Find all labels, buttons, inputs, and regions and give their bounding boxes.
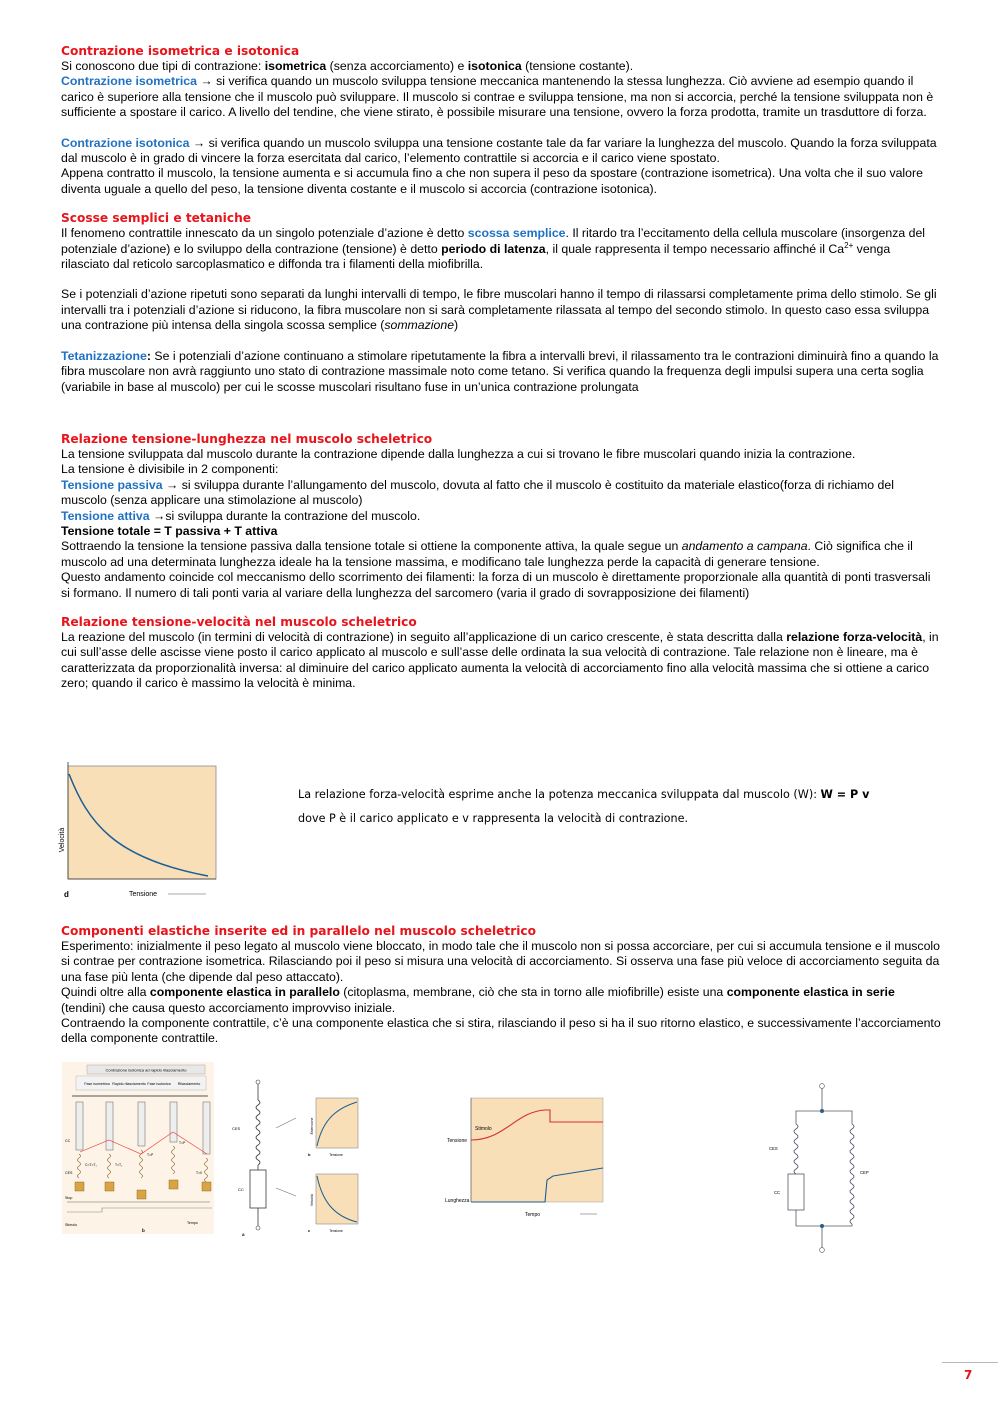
text-run: (tendini) che causa questo accorciamento improvviso iniziale. [61, 1000, 396, 1015]
cc-box [788, 1174, 804, 1210]
arrow-1 [276, 1118, 296, 1128]
paragraph-twitch [61, 226, 941, 272]
paragraph-isometric [61, 74, 941, 120]
section-title-elastic: Componenti elastiche inserite ed in parallelo nel muscolo scheletrico [61, 924, 536, 938]
text-run: (citoplasma, membrane, ciò che sta in torno alle miofibrille) esiste una [339, 985, 727, 1000]
paragraph-series-parallel [61, 985, 941, 1016]
term-contrazione-isotonica: Contrazione isotonica [61, 135, 190, 150]
term-relazione-forza-velocita: relazione forza-velocità [786, 629, 923, 644]
text-run: Se i potenziali d’azione ripetuti sono separati da lunghi intervalli di tempo, le fibre muscolari hanno il tempo di rilassarsi completamente prima dello stimolo. Se gli intervalli tra i potenziali d’azione si riducono, la fibra muscolare non si sarà completamente rilassata al tempo del secondo stimolo. In questo caso essa sviluppa una contrazione più intensa della singola scossa semplice ( [61, 287, 937, 333]
plot-velocity [316, 1174, 358, 1224]
term-isotonica: isotonica [467, 59, 522, 73]
label-cc: CC [65, 1139, 71, 1143]
xlabel-velocity: Tensione [329, 1229, 343, 1233]
figure-title: Contrazione isotonica ad rapido rilasciamento [105, 1067, 187, 1073]
label-tempo: Tempo [525, 1212, 541, 1218]
weight-2 [105, 1182, 114, 1191]
parallel-element-figure [760, 1080, 880, 1264]
paragraph-bell-curve [61, 539, 941, 570]
paragraph-active [61, 509, 941, 524]
term-sommazione: sommazione [384, 318, 455, 333]
term-tensione-passiva: Tensione passiva [61, 477, 163, 492]
document-page [61, 43, 941, 692]
bottom-branch [796, 1224, 852, 1226]
text-run: , il quale rappresenta il tempo necessario affinché il Ca [545, 241, 845, 256]
label-stimolo: Stimolo [65, 1223, 77, 1227]
top-node [256, 1080, 260, 1084]
top-node [820, 1084, 825, 1089]
cc-5 [203, 1102, 210, 1154]
term-andamento-campana: andamento a campana [681, 539, 808, 554]
text-run: . Ciò significa che il muscolo ad una determinata lunghezza ideale ha la tensione massima, e modificano tale lunghezza perde la capacità di generare tensione. [61, 539, 913, 569]
tension-label-4: T=P [179, 1141, 186, 1145]
term-tensione-attiva: Tensione attiva [61, 508, 150, 523]
label-tempo: Tempo [187, 1221, 198, 1225]
text-run: Si conoscono due tipi di contrazione: [61, 59, 265, 73]
footer-rule [942, 1362, 998, 1363]
paragraph-summation [61, 287, 941, 333]
force-velocity-figure [58, 760, 220, 902]
phase-label-1: Fase isometrica [84, 1082, 110, 1086]
panel-letter-a: a [242, 1232, 245, 1237]
cc-1 [76, 1102, 83, 1150]
label-cep: CEP [860, 1170, 869, 1175]
cc-2 [106, 1102, 113, 1150]
xlabel-extension: Tensione [329, 1153, 343, 1157]
text-run: . Il ritardo tra l’eccitamento della cellula muscolare (insorgenza del potenziale d’azione) e lo sviluppo della contrazione (tensione) è detto [61, 226, 926, 256]
weight-4 [169, 1180, 178, 1189]
ylabel-extension: Estensione [310, 1117, 314, 1135]
text-run: La reazione del muscolo (in termini di velocità di contrazione) in seguito all’applicazione di un carico crescente, è stata descritta dalla [61, 629, 787, 644]
note-line-1 [298, 783, 918, 807]
paragraph-tl-2: La tensione è divisibile in 2 componenti: [61, 462, 279, 477]
section-title-tension-velocity: Relazione tensione-velocità nel muscolo scheletrico [61, 614, 417, 629]
cc-box [250, 1170, 266, 1208]
text-run: , in cui sull’asse delle ascisse viene posto il carico applicato al muscolo e sull’asse delle ordinata la sua velocità di contrazione. Tale relazione non è lineare, ma è caratterizzata da proporzionalità inversa: al diminuire del carico applicato aumenta la velocità di accorciamento fino alla velocità massima che si ottiene a carico zero; quando il carico è massimo la velocità è minima. [61, 629, 939, 691]
term-scossa-semplice: scossa semplice [467, 226, 566, 241]
superscript-charge: 2+ [844, 240, 854, 250]
text-run: Il fenomeno contrattile innescato da un singolo potenziale d’azione è detto [61, 226, 468, 241]
bottom-node [256, 1226, 260, 1230]
label-cc: CC [774, 1190, 781, 1195]
top-branch [796, 1111, 852, 1124]
label-ces: CES [65, 1171, 73, 1175]
paragraph-force-velocity [61, 630, 941, 692]
text-run: : [146, 348, 151, 363]
tension-label-5: T=0 [196, 1171, 202, 1175]
plot-area [68, 766, 216, 879]
text-run: (senza accorciamento) e [326, 59, 468, 73]
label-cc: CC [238, 1187, 244, 1192]
term-parallel: componente elastica in parallelo [149, 985, 340, 1000]
term-periodo-latenza: periodo di latenza [441, 241, 546, 256]
paragraph-passive [61, 478, 941, 509]
text-run: Se i potenziali d’azione continuano a stimolare ripetutamente la fibra a intervalli brevi, il rilassamento tra le contrazioni diminuirà fino a quando la fibra muscolare non avrà raggiunto uno stato di contrazione massimale noto come tetano. Si verifica quando la frequenza degli impulsi supera una certa soglia (variabile in base al muscolo) per cui le scosse muscolari risultano fuse in un’unica contrazione prolungata [61, 348, 939, 394]
paragraph-experiment: Esperimento: inizialmente il peso legato al muscolo viene bloccato, in modo tale che il muscolo non si possa accorciare, per cui si accumula tensione e il muscolo si contrae per contrazione isometrica. Rilasciando poi il peso si misura una velocità di accorciamento. Si osserva una fase più veloce di accorciamento seguita da una fase più lenta (che dipende dal peso attaccato). [61, 939, 940, 984]
tension-label-3: T=P [147, 1153, 154, 1157]
section-title-twitches: Scosse semplici e tetaniche [61, 211, 252, 226]
text-run: →si sviluppa durante la contrazione del muscolo. [149, 508, 421, 523]
force-velocity-note [298, 783, 918, 831]
phase-label-2: Rapido rilasciamento [112, 1082, 146, 1086]
text-run: ) [454, 318, 459, 333]
section-title-tension-length: Relazione tensione-lunghezza nel muscolo scheletrico [61, 431, 433, 446]
paragraph-tl-1: La tensione sviluppata dal muscolo durante la contrazione dipende dalla lunghezza a cui si trovano le fibre muscolari quando inizia la contrazione. [61, 446, 856, 461]
paragraph-contraction: Contraendo la componente contrattile, c’è una componente elastica che si stira, rilasciando il peso si ha il suo ritorno elastico, e successivamente l’accorciamento della componente contrattile. [61, 1016, 941, 1046]
term-contrazione-isometrica: Contrazione isometrica [61, 74, 197, 89]
term-series: componente elastica in serie [726, 985, 895, 1000]
label-lunghezza: Lunghezza [445, 1198, 470, 1204]
cc-3 [138, 1102, 145, 1146]
phase-label-3: Fase isotonica [147, 1082, 171, 1086]
paragraph-isotonic-2: Appena contratto il muscolo, la tensione aumenta e si accumula fino a che non supera il peso da spostare (contrazione isometrica). Una volta che il suo valore diventa uguale a quello del peso, la tensione diventa costante e il muscolo si accorcia (contrazione isotonica). [61, 166, 923, 196]
label-ces: CES [232, 1126, 241, 1131]
quick-release-figure [62, 1062, 214, 1234]
section-title-isometric-isotonic: Contrazione isometrica e isotonica [61, 44, 300, 58]
tension-label-1: C=T=T₁ [85, 1163, 97, 1167]
label-tensione: Tensione [447, 1138, 468, 1144]
text-run: La relazione forza-velocità esprime anche la potenza meccanica sviluppata dal muscolo (W): [298, 788, 821, 801]
term-isometrica: isometrica [264, 59, 327, 73]
cep-spring [850, 1124, 854, 1224]
bottom-node [820, 1248, 825, 1253]
x-axis-label: Tensione [128, 891, 158, 898]
formula-power: W = P v [820, 788, 870, 801]
panel-letter: d [64, 890, 69, 899]
page-number: 7 [964, 1368, 973, 1382]
tension-length-time-figure [445, 1092, 605, 1222]
series-element-figure [228, 1078, 360, 1240]
weight-5 [202, 1182, 211, 1191]
paragraph-sliding-filaments: Questo andamento coincide col meccanismo dello scorrimento dei filamenti: la forza di un muscolo è direttamente proporzionale alla quantità di ponti trasversali si formano. Il numero di tali ponti varia al variare della lunghezza del sarcomero (varia il grado di sovrapposizione dei filamenti) [61, 570, 931, 600]
arrow-2 [276, 1188, 296, 1196]
section-elastic-components [61, 923, 941, 1047]
cc-4 [170, 1102, 177, 1142]
label-stop: Stop [65, 1196, 73, 1200]
ylabel-velocity: Velocità [310, 1194, 314, 1206]
text-run: Sottraendo la tensione la tensione passiva dalla tensione totale si ottiene la componente attiva, la quale segue un [61, 539, 682, 554]
paragraph-intro [61, 59, 941, 74]
weight-1 [75, 1182, 84, 1191]
panel-letter-b: b [308, 1152, 311, 1157]
label-ces: CES [769, 1146, 778, 1151]
tension-label-2: T=T₁ [115, 1163, 123, 1167]
term-tetanizzazione: Tetanizzazione [61, 348, 147, 363]
text-run: Quindi oltre alla [61, 985, 150, 1000]
text-run: → si verifica quando un muscolo sviluppa una tensione costante tale da far variare la lunghezza del muscolo. Quando la forza sviluppata dal muscolo è in grado di vincere la forza esercitata dal carico, l’elemento contrattile si accorcia e il carico viene spostato. [61, 135, 937, 166]
text-run: (tensione costante). [521, 59, 634, 73]
paragraph-isotonic [61, 136, 941, 167]
ces-spring [256, 1100, 260, 1165]
plot-extension [316, 1098, 358, 1148]
note-line-2: dove P è il carico applicato e v rappresenta la velocità di contrazione. [298, 812, 689, 825]
text-run: → si verifica quando un muscolo sviluppa tensione meccanica mantenendo la stessa lunghezza. Ciò avviene ad esempio quando il carico è superiore alla tensione che il muscolo può sviluppare. Il muscolo si contrae e sviluppa tensione, ma non si accorcia, perché la tensione sviluppata non è sufficiente a spostare il carico. A livello del tendine, che viene stirato, è possibile misurare una tensione, ovvero la forza prodotta, tramite un trasduttore di forza. [61, 74, 934, 120]
phase-label-4: Rilasciamento [177, 1082, 201, 1086]
paragraph-tetanus [61, 349, 941, 395]
text-run: → si sviluppa durante l’allungamento del muscolo, dovuta al fatto che il muscolo è costituito da materiale elastico(forza di richiamo del muscolo (senza applicare una stimolazione al muscolo) [61, 477, 894, 508]
panel-letter-b: b [142, 1228, 145, 1233]
weight-3 [137, 1190, 146, 1199]
formula-total-tension: Tensione totale = T passiva + T attiva [61, 523, 278, 538]
ces-spring [794, 1124, 798, 1174]
y-axis-label: Velocità [59, 827, 66, 853]
plot-area [471, 1098, 603, 1202]
panel-letter-c: c [308, 1228, 311, 1233]
label-stimolo: Stimolo [475, 1126, 492, 1132]
text-run: venga rilasciato dal reticolo sarcoplasmatico e diffonda tra i filamenti della miofibrilla. [61, 241, 891, 272]
